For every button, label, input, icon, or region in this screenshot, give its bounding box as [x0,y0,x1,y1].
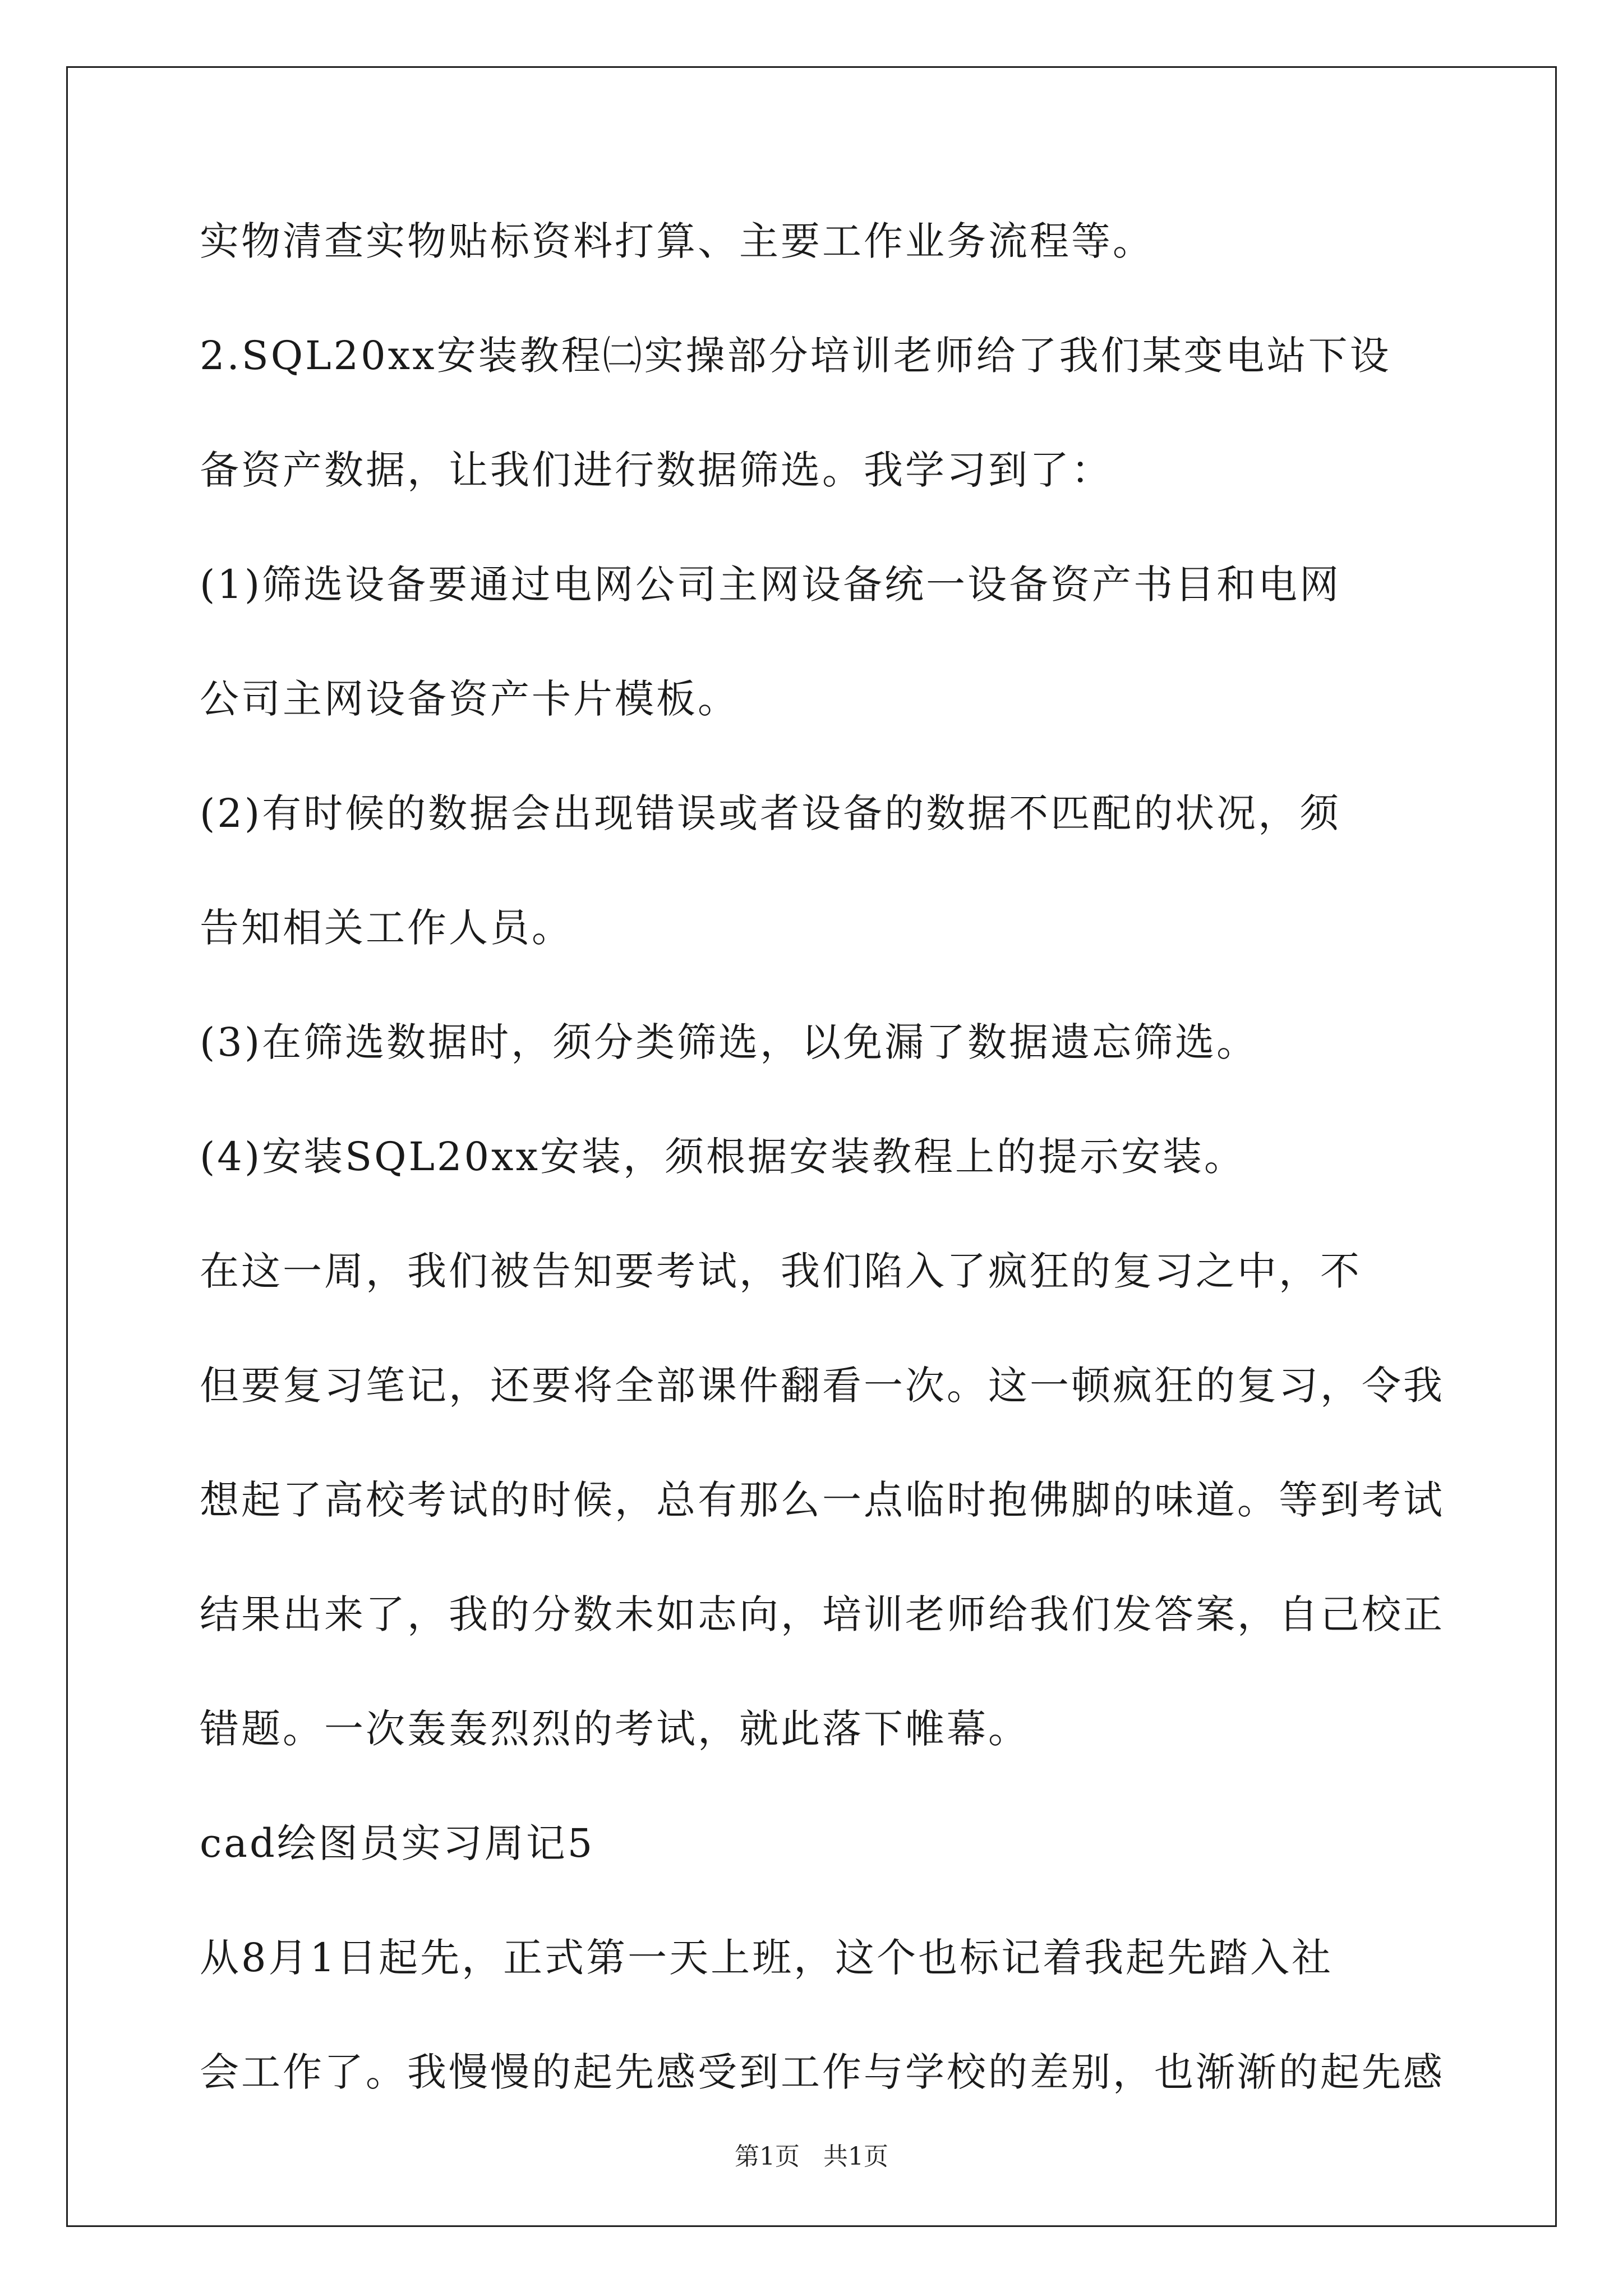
text-line: 公司主网设备资产卡片模板。 [200,676,739,722]
text-line: 2.SQL20xx安装教程㈡实操部分培训老师给了我们某变电站下设 [200,333,1391,379]
text-line: 备资产数据，让我们进行数据筛选。我学习到了： [200,447,1113,493]
section-heading: cad绘图员实习周记5 [200,1820,595,1866]
text-line: 会工作了。我慢慢的起先感受到工作与学校的差别，也渐渐的起先感 [200,2049,1445,2095]
text-line: 实物清查实物贴标资料打算、主要工作业务流程等。 [200,218,1154,264]
text-line: 结果出来了，我的分数未如志向，培训老师给我们发答案，自己校正 [200,1591,1445,1637]
text-line: 在这一周，我们被告知要考试，我们陷入了疯狂的复习之中，不 [200,1248,1362,1294]
text-line: 从8月1日起先，正式第一天上班，这个也标记着我起先踏入社 [200,1935,1334,1981]
text-line: (1)筛选设备要通过电网公司主网设备统一设备资产书目和电网 [200,562,1341,608]
text-line: 告知相关工作人员。 [200,905,573,951]
text-line: 错题。一次轰轰烈烈的考试，就此落下帷幕。 [200,1706,1030,1752]
text-line: 想起了高校考试的时候，总有那么一点临时抱佛脚的味道。等到考试 [200,1477,1445,1523]
text-line: (4)安装SQL20xx安装，须根据安装教程上的提示安装。 [200,1134,1246,1180]
text-line: (3)在筛选数据时，须分类筛选，以免漏了数据遗忘筛选。 [200,1019,1258,1065]
page-number-footer: 第1页 共1页 [735,2142,888,2171]
text-line: 但要复习笔记，还要将全部课件翻看一次。这一顿疯狂的复习，令我 [200,1363,1445,1409]
text-line: (2)有时候的数据会出现错误或者设备的数据不匹配的状况，须 [200,790,1341,836]
